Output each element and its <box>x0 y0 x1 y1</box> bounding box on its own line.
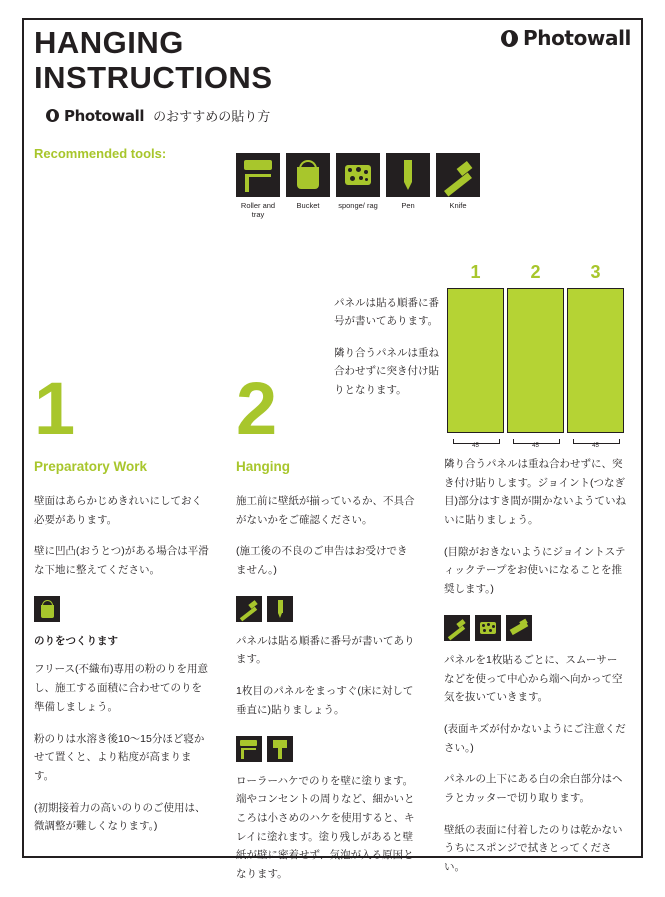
panel-order-note-p2: 隣り合うパネルは重ね合わせずに突き付け貼りとなります。 <box>334 346 439 396</box>
step-2-p4: 1枚目のパネルをまっすぐ(床に対して垂直に)貼りましょう。 <box>236 685 414 716</box>
tool-sponge <box>336 153 380 220</box>
step-2-p5: ローラーハケでのりを壁に塗ります。端やコンセントの周りなど、細かいところは小さめのハケを使用すると、キレイに塗れます。塗り残しがあると壁紙が壁に密着せず、気泡が入る原因となります。 <box>236 774 415 880</box>
step-1-heading: Preparatory Work <box>34 459 148 474</box>
tool-caption: Roller and tray <box>240 201 276 220</box>
page-title <box>34 26 273 95</box>
panel-number: 3 <box>590 262 601 282</box>
panel-width: 45 <box>447 437 504 449</box>
tools-row <box>236 153 480 220</box>
title-line-1: HANGING <box>34 25 184 60</box>
panel-number: 2 <box>530 262 541 282</box>
step-1-p1: 壁面はあらかじめきれいにしておく必要があります。 <box>34 495 202 526</box>
subtitle-wordmark: Photowall <box>64 106 145 125</box>
step-3-p4: (表面キズが付かないようにご注意ください。) <box>444 722 626 754</box>
step-1-p2: 壁に凹凸(おうとつ)がある場合は平滑な下地に整えてください。 <box>34 545 209 577</box>
tool-pen <box>386 153 430 220</box>
panel-1 <box>447 288 504 433</box>
step-3-p3: パネルを1枚貼るごとに、スムーサーなどを使って中心から端へ向かって空気を抜いていきます。 <box>444 653 623 704</box>
tool-caption: Bucket <box>296 201 320 210</box>
bucket-icon <box>286 153 330 197</box>
panel-width: 45 <box>507 437 564 449</box>
tool-roller <box>236 153 280 220</box>
knife-icon <box>436 153 480 197</box>
panel-order-note-p1: パネルは貼る順番に番号が書いてあります。 <box>334 297 439 328</box>
logo-circle-icon <box>501 30 518 47</box>
step-2-p3: パネルは貼る順番に番号が書いてあります。 <box>236 634 415 666</box>
step-2-p2: (施工後の不良のご申告はお受けできません。) <box>236 545 408 577</box>
step-1-subheading: のりをつくります <box>34 634 118 647</box>
pen-icon <box>386 153 430 197</box>
subtitle-row <box>46 106 270 125</box>
tool-caption: Knife <box>449 201 467 210</box>
roller-icon <box>236 153 280 197</box>
step-2-p1: 施工前に壁紙が揃っているか、不具合がないかをご確認ください。 <box>236 495 415 526</box>
step-number-2: 2 <box>236 367 278 450</box>
tool-knife <box>436 153 480 220</box>
step-3-p2: (目隙がおきないようにジョイントスティックテープをお使いになることを推奨します。) <box>444 545 626 596</box>
step-2-icons-b <box>236 736 416 762</box>
brush-icon <box>267 736 293 762</box>
step-number-1: 1 <box>34 367 76 450</box>
sponge-icon <box>336 153 380 197</box>
roller-icon <box>236 736 262 762</box>
panel-number: 1 <box>470 262 481 282</box>
knife-icon <box>236 596 262 622</box>
step-3-p6: 壁紙の表面に付着したのりは乾かないうちにスポンジで拭きとってください。 <box>444 823 623 873</box>
panel-order-note <box>334 294 444 412</box>
tool-caption: sponge/ rag <box>338 201 378 210</box>
knife-icon <box>444 615 470 641</box>
step-2-column <box>236 455 416 897</box>
subtitle-text: のおすすめの貼り方 <box>153 109 271 124</box>
step-3-icons <box>444 615 626 641</box>
step-3-p1: 隣り合うパネルは重ね合わせずに、突き付け貼りします。ジョイント(つなぎ目)部分はすき間が開かないようていねいに貼りましょう。 <box>444 458 626 527</box>
bucket-icon <box>34 596 60 622</box>
panel-2 <box>507 288 564 433</box>
step-2-icons-a <box>236 596 416 622</box>
step-3-column <box>444 455 626 890</box>
step-1-p5: (初期接着力の高いのりのご使用は、微調整が難しくなります。) <box>34 801 206 833</box>
step-1-column <box>34 455 210 849</box>
tool-bucket <box>286 153 330 220</box>
smoother-icon <box>506 615 532 641</box>
step-1-p4: 粉のりは水溶き後10〜15分ほど寝かせて置くと、より粘度が高まります。 <box>34 732 205 782</box>
logo <box>501 26 631 50</box>
step-2-heading: Hanging <box>236 459 290 474</box>
title-line-2: INSTRUCTIONS <box>34 59 273 95</box>
panel-dimensions <box>447 437 624 449</box>
logo-wordmark: Photowall <box>522 26 631 50</box>
panel-3 <box>567 288 624 433</box>
step-3-p5: パネルの上下にある白の余白部分はヘラとカッターで切り取ります。 <box>444 773 623 804</box>
step-1-p3: フリース(不織布)専用の粉のりを用意し、施工する面積に合わせてのりを準備しましょう。 <box>34 663 209 713</box>
tool-caption: Pen <box>401 201 415 210</box>
panel-width: 45 <box>567 437 624 449</box>
logo-circle-icon-small <box>46 109 59 122</box>
tools-label: Recommended tools: <box>34 146 167 161</box>
step-1-icons <box>34 596 210 622</box>
panel-numbers <box>447 262 624 283</box>
panel-diagram <box>447 288 624 433</box>
sponge-icon <box>475 615 501 641</box>
pen-icon <box>267 596 293 622</box>
